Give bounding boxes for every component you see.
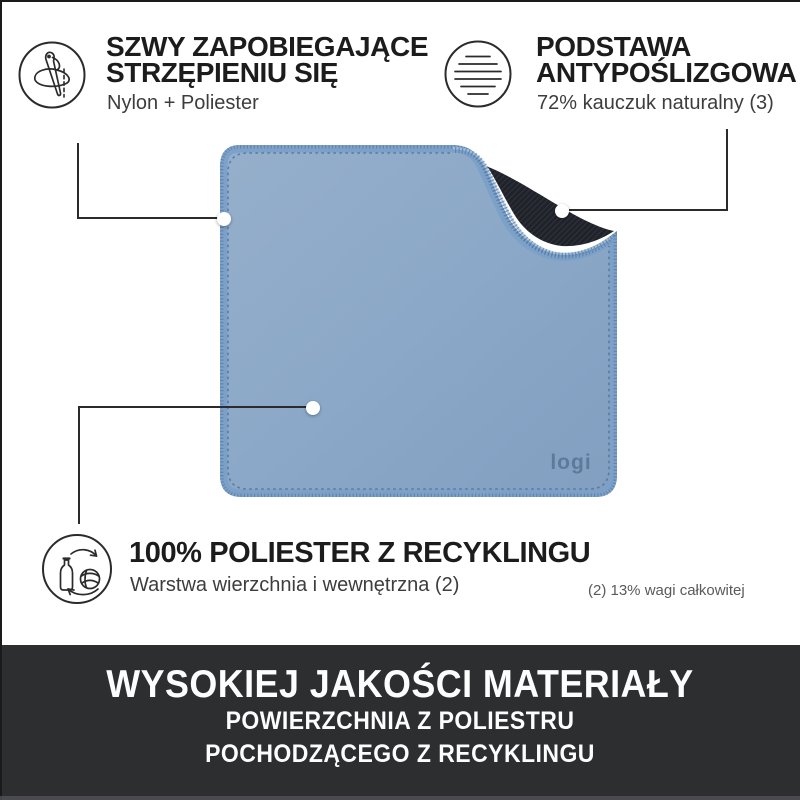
feature-subtitle-antislip: 72% kauczuk naturalny (3)	[537, 92, 774, 114]
feature-title-stitching	[106, 31, 429, 88]
footnote: (2) 13% wagi całkowitej	[588, 582, 745, 599]
image-top-edge	[0, 0, 800, 2]
needle-thread-icon	[17, 40, 87, 110]
mousepad-surface	[220, 145, 617, 497]
recycle-bottle-icon	[40, 532, 114, 606]
feature-title-line: SZWY ZAPOBIEGAJĄCE	[106, 31, 429, 62]
callout-line	[77, 143, 79, 219]
feature-title-antislip	[536, 31, 797, 88]
feature-title-line: 100% POLIESTER Z RECYKLINGU	[129, 537, 591, 569]
feature-title-line: PODSTAWA	[536, 31, 691, 62]
grip-lines-icon	[443, 39, 513, 109]
callout-line	[569, 209, 728, 211]
feature-title-line: STRZĘPIENIU SIĘ	[106, 57, 339, 88]
logi-logo: logi	[550, 451, 592, 474]
callout-dot	[555, 204, 569, 218]
bottom-banner	[0, 645, 800, 800]
callout-line	[78, 406, 308, 408]
feature-title-line: ANTYPOŚLIZGOWA	[536, 57, 797, 88]
banner-subline: POCHODZĄCEGO Z RECYKLINGU	[205, 740, 595, 768]
callout-dot	[217, 212, 231, 226]
image-bottom-edge	[0, 796, 800, 800]
callout-line	[726, 129, 728, 211]
callout-line	[77, 217, 218, 219]
callout-line	[78, 406, 80, 524]
callout-dot	[306, 401, 320, 415]
banner-subline: POWIERZCHNIA Z POLIESTRU	[225, 707, 575, 735]
feature-subtitle-stitching: Nylon + Poliester	[107, 92, 259, 114]
feature-subtitle-recycled: Warstwa wierzchnia i wewnętrzna (2)	[130, 574, 460, 596]
image-left-edge	[0, 0, 2, 800]
banner-heading: WYSOKIEJ JAKOŚCI MATERIAŁY	[106, 663, 694, 706]
feature-title-recycled	[129, 537, 591, 569]
